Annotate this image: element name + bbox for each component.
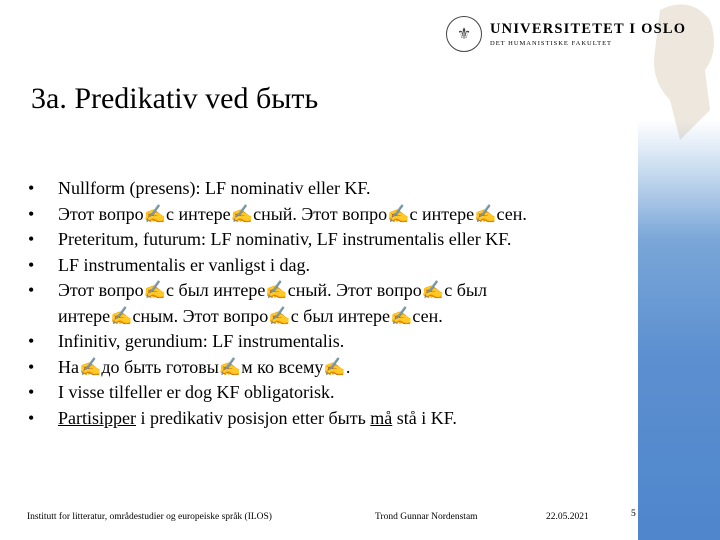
bullet-list (28, 176, 628, 431)
slide-title: 3a. Predikativ ved быть (31, 82, 319, 115)
university-logo (446, 16, 686, 52)
footer-date: 22.05.2021 (546, 512, 589, 522)
bullet-item: • Этот вопро✍с был интере✍сный. Этот вопро✍с был интере✍сным. Этот вопро✍с был интере✍сен. (28, 278, 538, 329)
university-name: UNIVERSITETET I OSLO (490, 21, 687, 37)
bullet-item: • На✍до быть готовы✍м ко всему✍. (28, 355, 628, 381)
text: i predikativ posisjon etter быть (136, 407, 371, 428)
bullet-item: • Preteritum, futurum: LF nominativ, LF instrumentalis eller KF. (28, 227, 628, 253)
bullet-item: • Этот вопро✍с интере✍сный. Этот вопро✍с интере✍сен. (28, 202, 628, 228)
link-partisipper[interactable]: Partisipper (58, 407, 136, 428)
bullet-item: • Infinitiv, gerundium: LF instrumentalis. (28, 329, 628, 355)
text: stå i KF. (392, 407, 457, 428)
university-seal-icon: ⚜ (446, 16, 482, 52)
faculty-name: DET HUMANISTISKE FAKULTET (490, 40, 613, 47)
page-number: 5 (631, 509, 636, 519)
footer-author: Trond Gunnar Nordenstam (375, 512, 478, 522)
emphasis-ma: må (370, 407, 393, 428)
bullet-item: • LF instrumentalis er vanligst i dag. (28, 253, 628, 279)
bullet-item: • I visse tilfeller er dog KF obligatorisk. (28, 380, 628, 406)
footer-institute: Institutt for litteratur, områdestudier og europeiske språk (ILOS) (27, 512, 272, 522)
bullet-item (28, 406, 628, 432)
bullet-item: • Nullform (presens): LF nominativ eller KF. (28, 176, 628, 202)
